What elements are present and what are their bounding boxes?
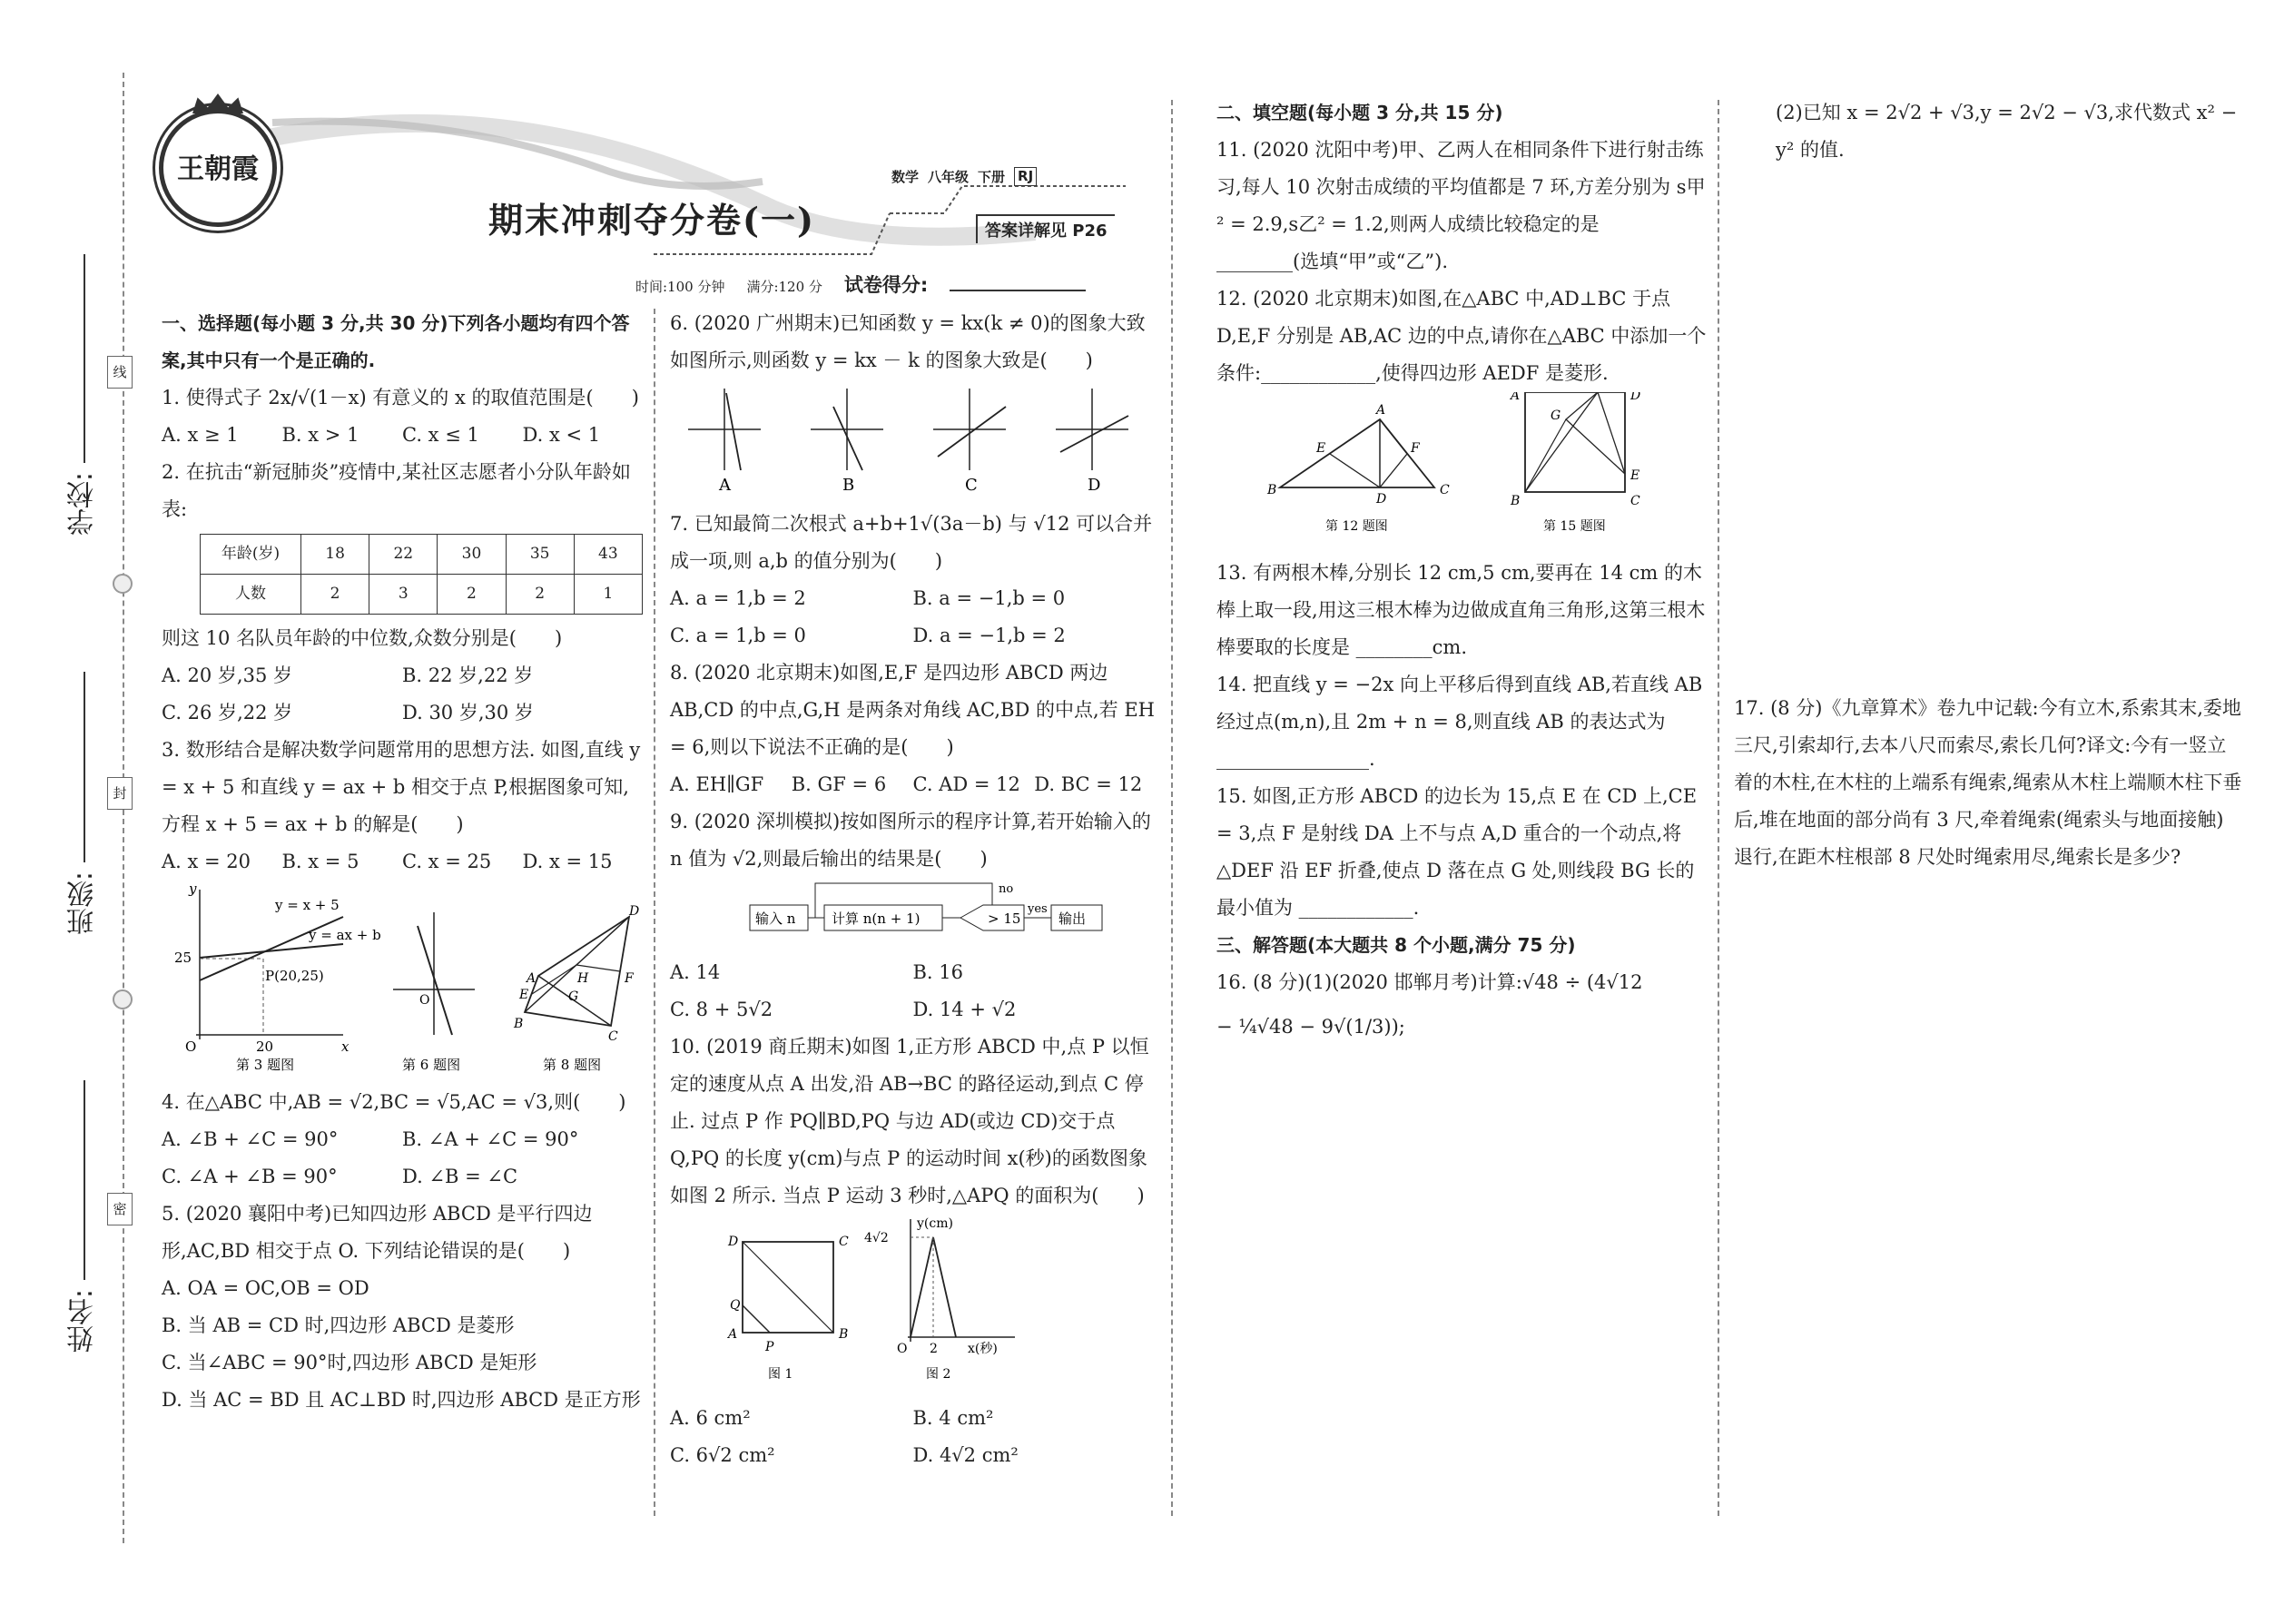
q3-option-d[interactable]: D. x = 15 — [522, 851, 613, 872]
q16-part2: (2)已知 x = 2√2 + √3,y = 2√2 − √3,求代数式 x² − y² 的值. — [1776, 102, 2238, 161]
score-label: 试卷得分: — [843, 274, 929, 296]
logo — [159, 109, 277, 227]
q9-flowchart — [670, 878, 1156, 941]
q10-label-b: B — [839, 1327, 849, 1342]
fig6-origin: O — [419, 993, 430, 1008]
fig12-label-e: E — [1316, 441, 1326, 456]
binding-mark-seal: 封 — [107, 777, 133, 810]
school-label: 学校: — [67, 472, 99, 536]
flow-compute: 计算 n(n + 1) — [832, 910, 921, 927]
figure-6 — [393, 912, 475, 1071]
q3-options — [162, 843, 643, 881]
fig8-label-g: G — [568, 989, 579, 1004]
q9-option-c[interactable]: C. 8 + 5√2 — [670, 999, 773, 1020]
header-decoration — [127, 95, 1126, 286]
q10-label-c: C — [839, 1235, 849, 1249]
q10-label-q: Q — [730, 1298, 741, 1313]
q17-text: 17. (8 分)《九章算术》卷九中记载:今有立木,系索其末,委地三尺,引索却行,去本八尺而索尽,索长几何?译文:今有一竖立着的木柱,在木柱的上端系有绳索,绳索从木柱上端顺木柱下垂后,堆在地面的部分尚有 3 尺,牵着绳索(绳索头与地面接触)退行,在距木柱根部 8 尺处时绳索用尽,绳索长是多少? — [1734, 697, 2242, 868]
q10-figures — [670, 1215, 1156, 1387]
figure-12 — [1266, 403, 1450, 534]
edition-tag: RJ — [1014, 167, 1037, 186]
q7-options-row1 — [670, 580, 1156, 617]
column-1 — [162, 305, 643, 1419]
binding-hole-1 — [113, 574, 133, 594]
section-choice-heading: 一、选择题(每小题 3 分,共 30 分)下列各小题均有四个答案,其中只有一个是正确的. — [162, 312, 630, 371]
q9-text: 9. (2020 深圳模拟)按如图所示的程序计算,若开始输入的 n 值为 √2,则最后输出的结果是( ) — [670, 811, 1151, 870]
fig12-label-a: A — [1376, 403, 1386, 418]
age-table — [200, 534, 643, 615]
fig8-label-e: E — [519, 988, 529, 1002]
grade-tag: 八年级 — [928, 169, 970, 185]
q12-text: 12. (2020 北京期末)如图,在△ABC 中,AD⊥BC 于点 D,E,F 分别是 AB,AC 边的中点,请你在△ABC 中添加一个条件:____________,使得四边形 AEDF 是菱形. — [1216, 288, 1707, 384]
table-cell: 22 — [369, 535, 438, 575]
table-cell: 18 — [301, 535, 369, 575]
fig3-line1-label: y = x + 5 — [275, 897, 340, 913]
fig12-label-f: F — [1411, 441, 1420, 456]
q5-option-b[interactable]: B. 当 AB = CD 时,四边形 ABCD 是菱形 — [162, 1314, 515, 1336]
q9-options-row1 — [670, 954, 1156, 991]
table-cell: 2 — [301, 575, 369, 615]
q10-label-p: P — [765, 1340, 774, 1354]
q15-text: 15. 如图,正方形 ABCD 的边长为 15,点 E 在 CD 上,CE = 3,点 F 是射线 DA 上不与点 A,D 重合的一个动点,将△DEF 沿 EF 折叠,使点 D 落在点 G 处,则线段 BG 长的最小值为 ____________. — [1216, 785, 1698, 919]
column-4-q17 — [1734, 690, 2242, 876]
name-label: 姓名: — [67, 1289, 99, 1353]
school-blank[interactable] — [84, 254, 85, 463]
fig8-label-a: A — [527, 971, 537, 986]
fig2-y-axis: y(cm) — [917, 1216, 953, 1231]
column-divider-2 — [1171, 100, 1173, 1516]
q10-caption-1: 图 1 — [768, 1367, 793, 1382]
fig3-y-tick: 25 — [174, 950, 192, 966]
fig15-label-g: G — [1551, 408, 1561, 423]
fig8-label-c: C — [608, 1029, 618, 1044]
fig15-caption: 第 15 题图 — [1543, 519, 1606, 534]
fig2-origin: O — [897, 1342, 908, 1356]
q4-option-d[interactable]: D. ∠B = ∠C — [402, 1166, 518, 1187]
column-divider-1 — [654, 309, 655, 1516]
fig3-caption: 第 3 题图 — [236, 1057, 295, 1071]
page-title: 期末冲刺夺分卷(一) — [488, 200, 815, 241]
q7-text: 7. 已知最简二次根式 a+b+1√(3a－b) 与 √12 可以合并成一项,则 a,b 的值分别为( ) — [670, 513, 1153, 572]
table-cell: 3 — [369, 575, 438, 615]
q6-graph-a[interactable] — [688, 389, 761, 493]
section-fill-heading: 二、填空题(每小题 3 分,共 15 分) — [1216, 102, 1503, 123]
q10-option-d[interactable]: D. 4√2 cm² — [912, 1444, 1019, 1466]
column-2 — [670, 305, 1156, 1474]
fig3-point-label: P(20,25) — [265, 968, 324, 984]
binding-hole-2 — [113, 989, 133, 1009]
q1-options — [162, 417, 643, 454]
fig3-y-axis: y — [189, 881, 197, 897]
q2-options-row2 — [162, 694, 643, 732]
fig3-line2-label: y = ax + b — [309, 927, 381, 943]
table-cell: 35 — [506, 535, 574, 575]
q5-text: 5. (2020 襄阳中考)已知四边形 ABCD 是平行四边形,AC,BD 相交于点 O. 下列结论错误的是( ) — [162, 1203, 593, 1262]
fig8-label-f: F — [625, 971, 634, 986]
fig12-label-d: D — [1376, 492, 1387, 507]
q10-label-d: D — [728, 1235, 739, 1249]
logo-text: 王朝霞 — [177, 153, 259, 185]
score-blank[interactable] — [950, 290, 1086, 291]
q1-option-b[interactable]: B. x > 1 — [281, 424, 359, 446]
q6-label-a: A — [719, 476, 731, 493]
flow-input: 输入 n — [755, 910, 796, 927]
q14-text: 14. 把直线 y = −2x 向上平移后得到直线 AB,若直线 AB 经过点(m,n),且 2m + n = 8,则直线 AB 的表达式为 ________________. — [1216, 674, 1703, 770]
column-4 — [1734, 94, 2242, 169]
fig12-caption: 第 12 题图 — [1325, 519, 1388, 534]
q10-option-c[interactable]: C. 6√2 cm² — [670, 1444, 775, 1466]
q4-option-a[interactable]: A. ∠B + ∠C = 90° — [162, 1128, 339, 1150]
time-limit: 时间:100 分钟 — [635, 279, 725, 295]
q16-cont: − ¼√48 − 9√(1/3)); — [1216, 1016, 1405, 1038]
subject-tags — [891, 167, 1037, 186]
q6-label-c: C — [965, 476, 978, 493]
q9-options-row2 — [670, 991, 1156, 1029]
fig3-x-tick: 20 — [256, 1038, 274, 1055]
q8-option-d[interactable]: D. BC = 12 — [1034, 773, 1143, 795]
q10-figure-2 — [864, 1216, 1015, 1382]
q4-options-row2 — [162, 1158, 643, 1196]
q3-text: 3. 数形结合是解决数学问题常用的思想方法. 如图,直线 y = x + 5 和直线 y = ax + b 相交于点 P,根据图象可知,方程 x + 5 = ax + b 的解是( ) — [162, 739, 641, 835]
q6-text: 6. (2020 广州期末)已知函数 y = kx(k ≠ 0)的图象大致如图所示,则函数 y = kx － k 的图象大致是( ) — [670, 312, 1146, 371]
q3-option-c[interactable]: C. x = 25 — [402, 851, 492, 872]
fig2-y-tick: 4√2 — [864, 1231, 889, 1245]
q3-option-a[interactable]: A. x = 20 — [162, 851, 251, 872]
q7-option-a[interactable]: A. a = 1,b = 2 — [670, 587, 806, 609]
table-cell: 人数 — [201, 575, 301, 615]
q2-option-c[interactable]: C. 26 岁,22 岁 — [162, 702, 293, 723]
q8-options — [670, 766, 1156, 803]
fig15-label-b: B — [1511, 494, 1521, 508]
fig15-label-e: E — [1630, 468, 1640, 483]
q10-caption-2: 图 2 — [926, 1367, 951, 1382]
q1-text: 1. 使得式子 2x/√(1－x) 有意义的 x 的取值范围是( ) — [162, 387, 639, 408]
flow-output: 输出 — [1058, 910, 1087, 927]
q7-options-row2 — [670, 617, 1156, 655]
q4-option-c[interactable]: C. ∠A + ∠B = 90° — [162, 1166, 338, 1187]
class-blank[interactable] — [84, 672, 85, 862]
section-solve-heading: 三、解答题(本大题共 8 个小题,满分 75 分) — [1216, 934, 1576, 956]
q2-options-row1 — [162, 657, 643, 694]
figure-15 — [1509, 392, 1640, 534]
flow-no: no — [999, 882, 1014, 896]
table-cell: 30 — [438, 535, 506, 575]
subject-tag: 数学 — [891, 169, 920, 185]
fig3-x-axis: x — [341, 1038, 350, 1055]
table-row — [201, 535, 643, 575]
q8-option-c[interactable]: C. AD = 12 — [912, 773, 1020, 795]
fig12-label-b: B — [1267, 483, 1277, 497]
q10-option-b[interactable]: B. 4 cm² — [912, 1407, 994, 1429]
fig3-origin: O — [185, 1038, 197, 1055]
q2-option-b[interactable]: B. 22 岁,22 岁 — [402, 664, 534, 686]
fig8-label-b: B — [514, 1017, 524, 1031]
q9-option-d[interactable]: D. 14 + √2 — [912, 999, 1017, 1020]
q5-option-d[interactable]: D. 当 AC = BD 且 AC⊥BD 时,四边形 ABCD 是正方形 — [162, 1389, 641, 1411]
q11-text: 11. (2020 沈阳中考)甲、乙两人在相同条件下进行射击练习,每人 10 次射击成绩的平均值都是 7 环,方差分别为 s甲² = 2.9,s乙² = 1.2,则两人成绩比较稳定的是 ________(选填“甲”或“乙”). — [1216, 139, 1706, 272]
full-score: 满分:120 分 — [746, 279, 822, 295]
flow-yes: yes — [1028, 902, 1048, 916]
q7-option-b[interactable]: B. a = −1,b = 0 — [912, 587, 1066, 609]
table-cell: 2 — [506, 575, 574, 615]
q9-option-a[interactable]: A. 14 — [670, 961, 721, 983]
q5-option-c[interactable]: C. 当∠ABC = 90°时,四边形 ABCD 是矩形 — [162, 1352, 537, 1373]
fig15-label-d: D — [1630, 392, 1641, 403]
q10-text: 10. (2019 商丘期末)如图 1,正方形 ABCD 中,点 P 以恒定的速度从点 A 出发,沿 AB→BC 的路径运动,到点 C 停止. 过点 P 作 PQ∥BD,PQ 与边 AD(或边 CD)交于点 Q,PQ 的长度 y(cm)与点 P 的运动时间 x(秒)的函数图象如图 2 所示. 当点 P 运动 3 秒时,△APQ 的面积为( ) — [670, 1036, 1149, 1206]
volume-tag: 下册 — [978, 169, 1006, 185]
q2-after: 则这 10 名队员年龄的中位数,众数分别是( ) — [162, 627, 563, 649]
table-cell: 43 — [574, 535, 642, 575]
table-cell: 年龄(岁) — [201, 535, 301, 575]
fig2-x-tick: 2 — [930, 1342, 938, 1356]
q6-graph-b[interactable] — [811, 389, 883, 493]
q7-option-c[interactable]: C. a = 1,b = 0 — [670, 625, 806, 646]
fig12-label-c: C — [1440, 483, 1450, 497]
class-label: 班级: — [67, 871, 99, 936]
binding-mark-secret: 密 — [107, 1193, 133, 1225]
q8-option-b[interactable]: B. GF = 6 — [791, 773, 887, 795]
q2-text: 2. 在抗击“新冠肺炎”疫情中,某社区志愿者小分队年龄如表: — [162, 461, 631, 520]
q1-option-a[interactable]: A. x ≥ 1 — [162, 424, 239, 446]
q9-option-b[interactable]: B. 16 — [912, 961, 964, 983]
fig6-caption: 第 6 题图 — [402, 1057, 461, 1071]
figures-3-6-8 — [162, 881, 643, 1071]
q4-text: 4. 在△ABC 中,AB = √2,BC = √5,AC = √3,则( ) — [162, 1091, 626, 1113]
q8-text: 8. (2020 北京期末)如图,E,F 是四边形 ABCD 两边 AB,CD 的中点,G,H 是两条对角线 AC,BD 的中点,若 EH = 6,则以下说法不正确的是( ) — [670, 662, 1155, 758]
q4-option-b[interactable]: B. ∠A + ∠C = 90° — [402, 1128, 579, 1150]
q10-option-a[interactable]: A. 6 cm² — [670, 1407, 751, 1429]
q8-option-a[interactable]: A. EH∥GF — [670, 773, 764, 795]
fig8-label-d: D — [629, 904, 640, 919]
q2-option-a[interactable]: A. 20 岁,35 岁 — [162, 664, 292, 686]
name-blank[interactable] — [84, 1080, 85, 1280]
binding-mark-line: 线 — [107, 356, 133, 389]
q5-option-a[interactable]: A. OA = OC,OB = OD — [162, 1277, 369, 1299]
q6-option-graphs — [670, 379, 1156, 493]
figure-3 — [174, 881, 381, 1071]
figures-12-15 — [1216, 392, 1707, 542]
q10-options-row1 — [670, 1400, 1156, 1437]
table-row — [201, 575, 643, 615]
q1-option-d[interactable]: D. x < 1 — [522, 424, 601, 446]
q10-label-a: A — [728, 1327, 738, 1342]
q1-option-c[interactable]: C. x ≤ 1 — [402, 424, 479, 446]
fig15-label-f — [1591, 392, 1602, 394]
column-divider-3 — [1718, 100, 1719, 1516]
q7-option-d[interactable]: D. a = −1,b = 2 — [912, 625, 1066, 646]
exam-meta — [635, 271, 1086, 298]
table-cell: 2 — [438, 575, 506, 615]
q6-graph-c[interactable] — [933, 389, 1006, 493]
q16-text: 16. (8 分)(1)(2020 邯郸月考)计算:√48 ÷ (4√12 — [1216, 971, 1643, 993]
q10-options-row2 — [670, 1437, 1156, 1474]
figure-8 — [513, 904, 639, 1071]
q10-figure-1 — [726, 1235, 849, 1382]
q4-options-row1 — [162, 1121, 643, 1158]
fig8-caption: 第 8 题图 — [543, 1057, 602, 1071]
fig15-label-a: A — [1511, 392, 1521, 403]
q2-option-d[interactable]: D. 30 岁,30 岁 — [402, 702, 534, 723]
fig2-x-axis: x(秒) — [968, 1342, 998, 1356]
fig8-label-h: H — [577, 971, 589, 986]
answer-ref: 答案详解见 P26 — [976, 214, 1115, 243]
flow-condition: > 15 — [988, 910, 1021, 927]
q13-text: 13. 有两根木棒,分别长 12 cm,5 cm,要再在 14 cm 的木棒上取一段,用这三根木棒为边做成直角三角形,这第三根木棒要取的长度是 ________cm. — [1216, 562, 1706, 658]
q6-label-d: D — [1088, 476, 1101, 493]
q6-label-b: B — [842, 476, 855, 493]
q6-graph-d[interactable] — [1056, 389, 1128, 493]
table-cell: 1 — [574, 575, 642, 615]
q3-option-b[interactable]: B. x = 5 — [281, 851, 359, 872]
column-3 — [1216, 94, 1707, 1046]
fig15-label-c: C — [1630, 494, 1640, 508]
